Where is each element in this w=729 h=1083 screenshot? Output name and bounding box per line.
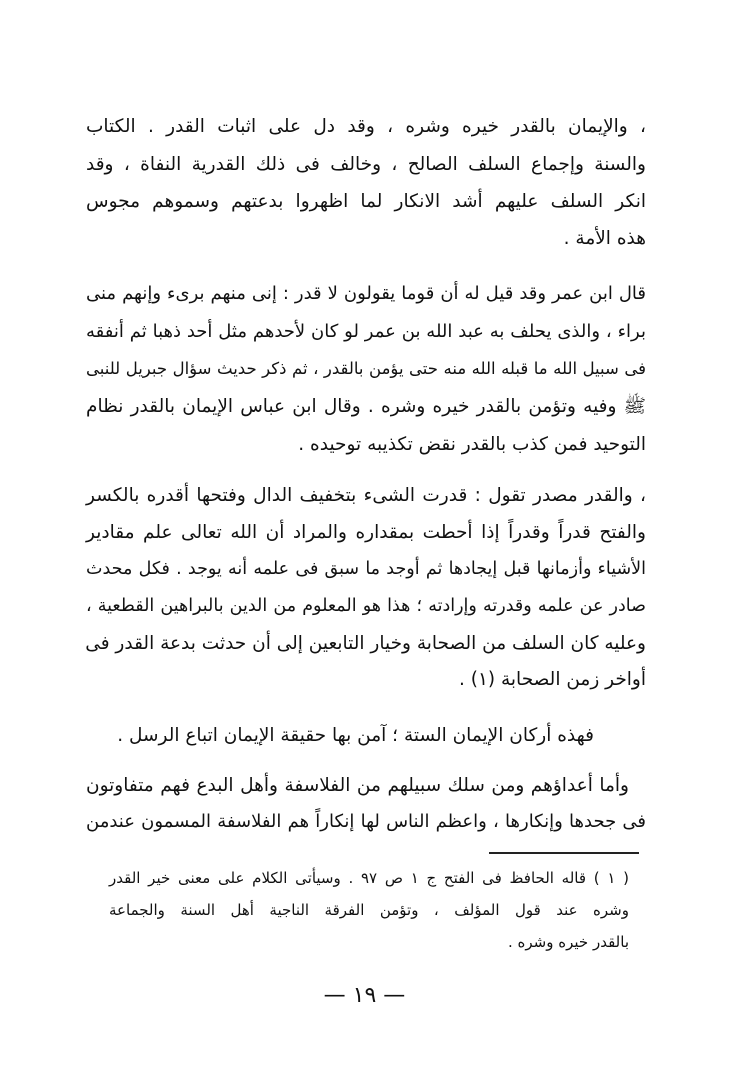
paragraph-2-line-1: قال ابن عمر وقد قيل له أن قوما يقولون لا قدر : إنى منهم برىء وإنهم منى [86, 283, 646, 304]
paragraph-3-line-6: أواخر زمن الصحابة (١) . [458, 669, 646, 690]
paragraph-3-line-5: وعليه كان السلف من الصحابة وخيار التابعين إلى أن حدثت بدعة القدر فى [85, 633, 646, 654]
footnote-line-3: بالقدر خيره وشره . [508, 933, 629, 951]
footnote-line-1: ( ١ ) قاله الحافظ فى الفتح ج ١ ص ٩٧ . وسيأتى الكلام على معنى خير القدر [109, 869, 630, 887]
paragraph-3-line-3: الأشياء وأزمانها قبل إيجادها ثم أوجد ما سبق فى علمه أنه يوجد . فكل محدث [86, 559, 646, 579]
paragraph-3-line-4: صادر عن علمه وقدرته وإرادته ؛ هذا هو المعلوم من الدين بالبراهين القطعية ، [86, 596, 646, 616]
paragraph-5-line-1: وأما أعداؤهم ومن سلك سبيلهم من الفلاسفة وأهل البدع فهم متفاوتون [86, 775, 629, 796]
page-number: — ١٩ — [323, 983, 406, 1008]
footnote-separator [489, 852, 639, 854]
footnote-line-2: وشره عند قول المؤلف ، وتؤمن الفرقة الناجية أهل السنة والجماعة [109, 901, 629, 919]
paragraph-1-line-2: والسنة وإجماع السلف الصالح ، وخالف فى ذلك القدرية النفاة ، وقد [86, 154, 646, 175]
paragraph-3-line-1: ، والقدر مصدر تقول : قدرت الشىء بتخفيف الدال وفتحها أقدره بالكسر [86, 485, 646, 506]
paragraph-3-line-2: والفتح قدراً وقدراً إذا أحطت بمقداره والمراد أن الله تعالى علم مقادير [86, 522, 646, 543]
paragraph-1-line-4: هذه الأمة . [563, 228, 646, 249]
paragraph-1-line-3: انكر السلف عليهم أشد الانكار لما اظهروا بدعتهم وسموهم مجوس [86, 191, 646, 212]
paragraph-4-line-1: فهذه أركان الإيمان الستة ؛ آمن بها حقيقة الإيمان اتباع الرسل . [117, 725, 594, 746]
paragraph-2-line-5: التوحيد فمن كذب بالقدر نقض تكذيبه توحيده . [298, 434, 646, 455]
paragraph-1-line-1: ، والإيمان بالقدر خيره وشره ، وقد دل على اثبات القدر . الكتاب [86, 116, 646, 137]
paragraph-5-line-2: فى جحدها وإنكارها ، واعظم الناس لها إنكاراً هم الفلاسفة المسمون عندمن [86, 811, 646, 832]
paragraph-2-line-3: فى سبيل الله ما قبله الله منه حتى يؤمن بالقدر ، ثم ذكر حديث سؤال جبريل للنبى [86, 359, 646, 378]
paragraph-2-line-2: براء ، والذى يحلف به عبد الله بن عمر لو كان لأحدهم مثل أحد ذهبا ثم أنفقه [86, 321, 646, 342]
paragraph-2-line-4: ﷺ وفيه وتؤمن بالقدر خيره وشره . وقال ابن عباس الإيمان بالقدر نظام [86, 396, 646, 417]
